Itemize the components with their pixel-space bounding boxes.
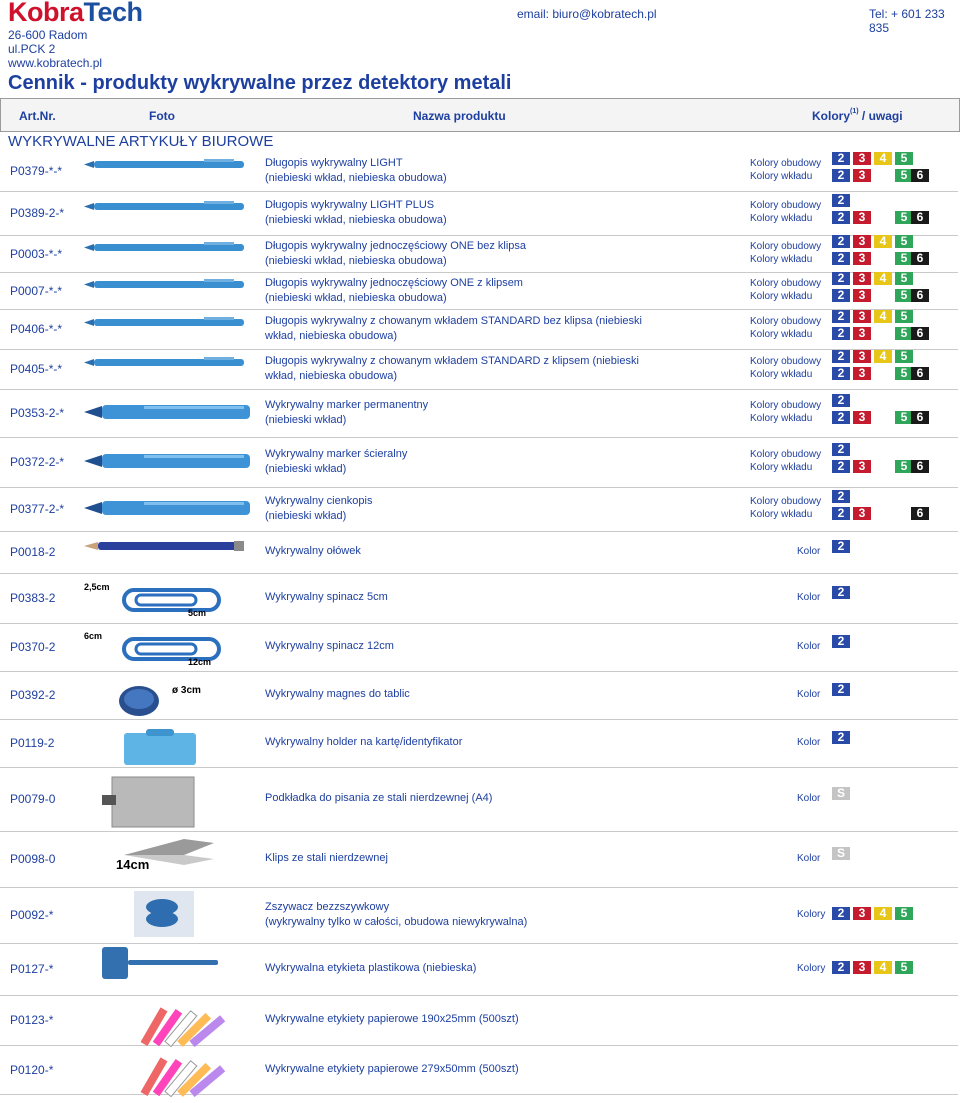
product-name: Wykrywalny cienkopis (niebieski wkład) [265, 495, 373, 522]
color-chip-4: 4 [874, 310, 892, 323]
art-number: P0092-* [10, 908, 54, 922]
product-name: Podkładka do pisania ze stali nierdzewnej (A4) [265, 792, 493, 804]
product-name: Długopis wykrywalny LIGHT (niebieski wkład, niebieska obudowa) [265, 157, 447, 184]
table-row [0, 1045, 958, 1095]
art-number: P0123-* [10, 1013, 54, 1027]
color-chip-3: 3 [853, 211, 871, 224]
color-chip-4: 4 [874, 272, 892, 285]
table-row [0, 531, 958, 574]
table-row [0, 235, 958, 273]
color-chip-5: 5 [895, 327, 913, 340]
color-chip-2: 2 [832, 443, 850, 456]
product-photo-icon: 6cm 12cm [84, 631, 254, 670]
product-photo-icon [84, 727, 254, 772]
col-nazwa: Nazwa produktu [413, 109, 506, 123]
color-labels: Kolory obudowy Kolory wkładu [750, 356, 822, 380]
product-photo-icon [84, 197, 254, 222]
color-chip-5: 5 [895, 235, 913, 248]
color-chip-3: 3 [853, 169, 871, 182]
color-label: Kolor [797, 737, 821, 748]
color-chip-2: 2 [832, 961, 850, 974]
product-photo-icon: ø 3cm [84, 679, 254, 724]
color-chip-6: 6 [911, 327, 929, 340]
color-label: Kolor [797, 793, 821, 804]
table-row [0, 349, 958, 390]
address-postcode: 26-600 Radom [8, 28, 88, 42]
color-chip-2: 2 [832, 540, 850, 553]
color-chip-6: 6 [911, 252, 929, 265]
logo: KobraTech [8, 0, 143, 27]
color-chip-2: 2 [832, 350, 850, 363]
color-chip-5: 5 [895, 367, 913, 380]
color-label: Kolor [797, 689, 821, 700]
table-row [0, 831, 958, 888]
color-chip-3: 3 [853, 152, 871, 165]
color-chip-3: 3 [853, 961, 871, 974]
color-chip-3: 3 [853, 327, 871, 340]
product-name: Wykrywalne etykiety papierowe 279x50mm (500szt) [265, 1063, 519, 1075]
color-chip-5: 5 [895, 310, 913, 323]
art-number: P0127-* [10, 962, 54, 976]
art-number: P0377-2-* [10, 502, 65, 516]
color-label: Kolory [797, 909, 826, 920]
art-number: P0079-0 [10, 792, 56, 806]
color-chip-5: 5 [895, 211, 913, 224]
art-number: P0392-2 [10, 688, 56, 702]
color-chip-S: S [832, 787, 850, 800]
product-photo-icon [84, 238, 254, 263]
color-chip-6: 6 [911, 211, 929, 224]
color-chip-5: 5 [895, 907, 913, 920]
header [0, 0, 960, 98]
color-chip-6: 6 [911, 411, 929, 424]
color-chip-2: 2 [832, 460, 850, 473]
color-chip-5: 5 [895, 289, 913, 302]
phone-number: Tel: + 601 233 835 [869, 7, 945, 35]
color-chip-5: 5 [895, 272, 913, 285]
color-labels: Kolory obudowy Kolory wkładu [750, 278, 822, 302]
table-row [0, 887, 958, 944]
art-number: P0383-2 [10, 591, 56, 605]
product-photo-icon [84, 353, 254, 378]
color-chip-2: 2 [832, 289, 850, 302]
color-chip-4: 4 [874, 152, 892, 165]
color-chip-3: 3 [853, 460, 871, 473]
table-row [0, 272, 958, 310]
product-name: Wykrywalne etykiety papierowe 190x25mm (500szt) [265, 1013, 519, 1025]
product-name: Wykrywalny spinacz 5cm [265, 591, 388, 603]
color-chip-6: 6 [911, 289, 929, 302]
table-row [0, 943, 958, 996]
color-chip-6: 6 [911, 169, 929, 182]
color-chip-3: 3 [853, 235, 871, 248]
color-chip-2: 2 [832, 411, 850, 424]
website-link[interactable]: www.kobratech.pl [8, 56, 103, 70]
color-chip-4: 4 [874, 961, 892, 974]
color-chip-2: 2 [832, 211, 850, 224]
color-chip-6: 6 [911, 367, 929, 380]
product-photo-icon [84, 773, 254, 834]
color-chip-5: 5 [895, 411, 913, 424]
table-row [0, 573, 958, 624]
color-chip-4: 4 [874, 907, 892, 920]
col-foto: Foto [149, 109, 175, 123]
product-photo-icon [84, 397, 254, 432]
table-row [0, 437, 958, 488]
color-chip-2: 2 [832, 194, 850, 207]
product-photo-icon [84, 493, 254, 528]
table-row [0, 623, 958, 672]
art-number: P0389-2-* [10, 206, 65, 220]
color-chip-2: 2 [832, 907, 850, 920]
color-chip-3: 3 [853, 367, 871, 380]
color-chip-5: 5 [895, 169, 913, 182]
product-name: Zszywacz bezzszywkowy (wykrywalny tylko w całości, obudowa niewykrywalna) [265, 901, 528, 928]
table-row [0, 767, 958, 832]
table-row [0, 487, 958, 532]
color-chip-3: 3 [853, 289, 871, 302]
color-chip-2: 2 [832, 586, 850, 599]
art-number: P0120-* [10, 1063, 54, 1077]
color-labels: Kolory obudowy Kolory wkładu [750, 496, 822, 520]
color-chip-3: 3 [853, 252, 871, 265]
color-chip-2: 2 [832, 731, 850, 744]
color-chip-2: 2 [832, 272, 850, 285]
table-row [0, 309, 958, 350]
color-chip-2: 2 [832, 394, 850, 407]
col-kolory: Kolory$^{(1)}$ / uwagi [812, 108, 903, 123]
color-label: Kolor [797, 641, 821, 652]
color-chip-2: 2 [832, 169, 850, 182]
color-chip-2: 2 [832, 327, 850, 340]
color-chip-6: 6 [911, 460, 929, 473]
product-name: Długopis wykrywalny z chowanym wkładem STANDARD z klipsem (niebieski wkład, niebieska obudowa) [265, 355, 639, 382]
product-photo-icon [84, 275, 254, 300]
product-name: Długopis wykrywalny z chowanym wkładem STANDARD bez klipsa (niebieski wkład, niebieska obudowa) [265, 315, 642, 342]
product-photo-icon [84, 155, 254, 180]
color-labels: Kolory obudowy Kolory wkładu [750, 200, 822, 224]
table-row [0, 191, 958, 236]
color-chip-5: 5 [895, 961, 913, 974]
art-number: P0098-0 [10, 852, 56, 866]
product-name: Długopis wykrywalny LIGHT PLUS (niebieski wkład, niebieska obudowa) [265, 199, 447, 226]
col-art: Art.Nr. [19, 109, 56, 123]
section-title: WYKRYWALNE ARTYKUŁY BIUROWE [8, 133, 274, 150]
product-name: Klips ze stali nierdzewnej [265, 852, 388, 864]
color-chip-5: 5 [895, 350, 913, 363]
table-row [0, 995, 958, 1046]
color-chip-S: S [832, 847, 850, 860]
product-photo-icon [84, 889, 254, 944]
color-chip-2: 2 [832, 683, 850, 696]
address-street: ul.PCK 2 [8, 42, 56, 56]
table-row [0, 719, 958, 768]
color-label: Kolory [797, 963, 826, 974]
art-number: P0370-2 [10, 640, 56, 654]
art-number: P0007-*-* [10, 284, 63, 298]
product-photo-icon [84, 536, 254, 561]
color-chip-2: 2 [832, 635, 850, 648]
product-name: Wykrywalny holder na kartę/identyfikator [265, 736, 463, 748]
product-name: Wykrywalny spinacz 12cm [265, 640, 394, 652]
color-label: Kolor [797, 592, 821, 603]
color-chip-2: 2 [832, 367, 850, 380]
product-name: Długopis wykrywalny jednoczęściowy ONE bez klipsa (niebieski wkład, niebieska obudowa) [265, 240, 527, 267]
color-labels: Kolory obudowy Kolory wkładu [750, 449, 822, 473]
page-title: Cennik - produkty wykrywalne przez detektory metali [8, 72, 512, 94]
color-chip-3: 3 [853, 310, 871, 323]
color-label: Kolor [797, 546, 821, 557]
color-chip-3: 3 [853, 411, 871, 424]
art-number: P0353-2-* [10, 406, 65, 420]
product-name: Wykrywalny marker ścieralny (niebieski wkład) [265, 448, 408, 475]
table-header [0, 98, 960, 132]
product-photo-icon [84, 446, 254, 481]
art-number: P0018-2 [10, 545, 56, 559]
color-chip-5: 5 [895, 252, 913, 265]
color-labels: Kolory obudowy Kolory wkładu [750, 241, 822, 265]
color-chip-3: 3 [853, 507, 871, 520]
product-photo-icon [84, 313, 254, 338]
product-photo-icon [84, 945, 254, 990]
color-chip-4: 4 [874, 235, 892, 248]
table-row [0, 671, 958, 720]
product-name: Wykrywalna etykieta plastikowa (niebieska) [265, 962, 477, 974]
art-number: P0119-2 [10, 736, 55, 750]
color-labels: Kolory obudowy Kolory wkładu [750, 400, 822, 424]
product-photo-icon: 14cm [84, 833, 254, 878]
color-chip-2: 2 [832, 490, 850, 503]
art-number: P0405-*-* [10, 362, 63, 376]
color-chip-2: 2 [832, 235, 850, 248]
art-number: P0372-2-* [10, 455, 65, 469]
color-chip-3: 3 [853, 272, 871, 285]
product-name: Wykrywalny magnes do tablic [265, 688, 410, 700]
art-number: P0379-*-* [10, 164, 63, 178]
email-link[interactable]: email: biuro@kobratech.pl [517, 7, 657, 21]
color-chip-5: 5 [895, 152, 913, 165]
color-chip-2: 2 [832, 310, 850, 323]
color-chip-2: 2 [832, 507, 850, 520]
color-chip-2: 2 [832, 252, 850, 265]
color-chip-5: 5 [895, 460, 913, 473]
color-chip-2: 2 [832, 152, 850, 165]
product-name: Wykrywalny ołówek [265, 545, 361, 557]
art-number: P0003-*-* [10, 247, 63, 261]
color-chip-6: 6 [911, 507, 929, 520]
color-chip-4: 4 [874, 350, 892, 363]
table-row [0, 151, 958, 192]
color-labels: Kolory obudowy Kolory wkładu [750, 158, 822, 182]
color-label: Kolor [797, 853, 821, 864]
color-chip-3: 3 [853, 907, 871, 920]
product-photo-icon: 2,5cm 5cm [84, 582, 254, 621]
table-row [0, 389, 958, 438]
product-name: Wykrywalny marker permanentny (niebieski wkład) [265, 399, 429, 426]
art-number: P0406-*-* [10, 322, 63, 336]
color-labels: Kolory obudowy Kolory wkładu [750, 316, 822, 340]
color-chip-3: 3 [853, 350, 871, 363]
product-name: Długopis wykrywalny jednoczęściowy ONE z klipsem (niebieski wkład, niebieska obudowa) [265, 277, 523, 304]
